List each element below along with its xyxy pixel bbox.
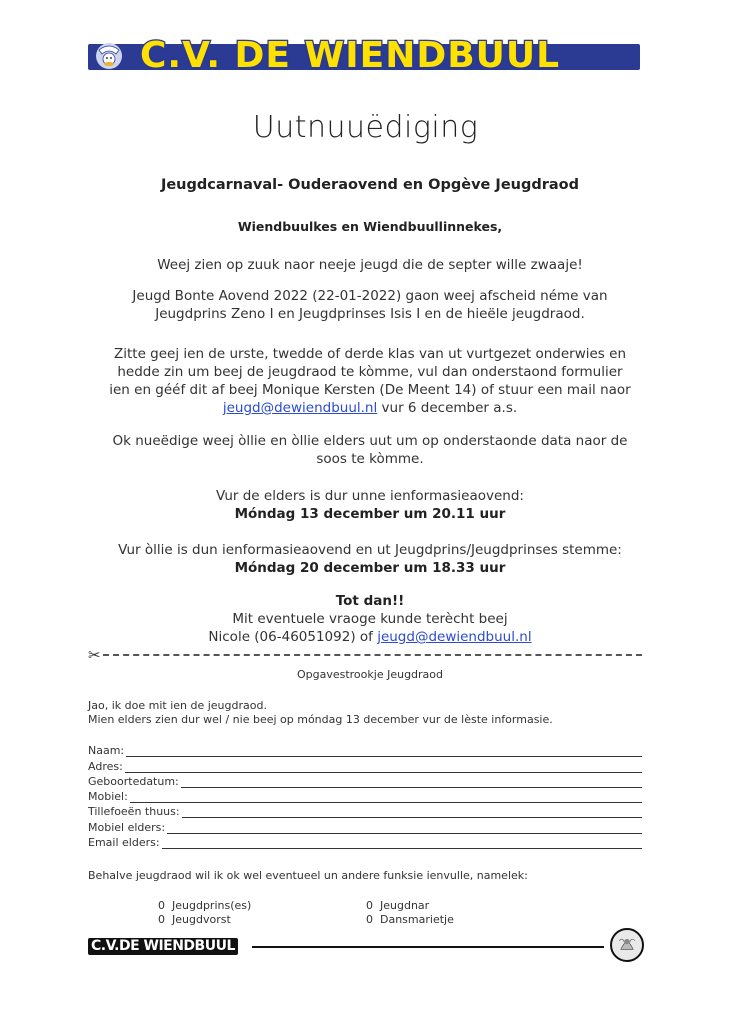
paragraph-contact: [80, 592, 660, 646]
paragraph-line: Ok nueëdige weej òllie en òllie elders uut um op onderstaonde data naor de: [112, 433, 628, 449]
paragraph-parents-evening: [80, 487, 660, 523]
option-jeugdnar[interactable]: [366, 899, 454, 913]
form-title: Opgavestrookje Jeugdraod: [296, 668, 444, 681]
options-left: [158, 899, 251, 927]
mascot-icon: [94, 40, 124, 72]
option-checkbox[interactable]: 0: [366, 913, 373, 926]
field-naam: [88, 742, 642, 757]
option-jeugdvorst[interactable]: [158, 913, 251, 927]
page-title: Uutnuuëdiging: [252, 110, 479, 145]
form-intro-line: Jao, ik doe mit ien de jeugdraod.: [88, 699, 267, 712]
field-email-elders: [88, 834, 642, 849]
dashed-divider: [103, 654, 642, 656]
footer-logo: C.V.DE WIENDBUUL: [88, 938, 238, 955]
option-label: Jeugdvorst: [172, 913, 231, 926]
subtitle: Jeugdcarnaval- Ouderaovend en Opgève Jeugdraod: [160, 177, 580, 193]
email-link[interactable]: jeugd@dewiendbuul.nl: [222, 400, 378, 416]
header-logo-banner: [88, 35, 640, 76]
paragraph-line: Vur de elders is dur unne ienformasieaovend:: [216, 488, 524, 504]
email-elders-input[interactable]: [162, 838, 642, 849]
paragraph-text: vur 6 december a.s.: [377, 400, 518, 416]
form-fields: [88, 742, 642, 849]
logo-text: C.V. DE WIENDBUUL: [140, 35, 561, 76]
mobiel-input[interactable]: [130, 792, 642, 803]
paragraph-line: hedde zin um beej de jeugdraod te kòmme, vul dan onderstaond formulier: [117, 364, 623, 380]
field-label: Email elders:: [88, 836, 160, 850]
paragraph-farewell: [80, 287, 660, 323]
tillefoon-input[interactable]: [182, 807, 642, 818]
contact-text: Nicole (06-46051092) of: [208, 629, 378, 645]
paragraph-invitation: [80, 432, 660, 468]
closing-text: Tot dan!!: [335, 593, 405, 609]
option-checkbox[interactable]: 0: [158, 913, 165, 926]
paragraph-youth-evening: [80, 541, 660, 577]
field-label: Adres:: [88, 759, 123, 773]
paragraph-line: Mit eventuele vraoge kunde terècht beej: [232, 611, 508, 627]
field-label: Tillefoeën thuus:: [88, 805, 180, 819]
mobiel-elders-input[interactable]: [167, 823, 642, 834]
extra-functions-label: Behalve jeugdraod wil ik ok wel eventueel un andere funksie ienvulle, namelek:: [88, 869, 528, 882]
paragraph-text: Weej zien op zuuk naor neeje jeugd die de septer wille zwaaje!: [157, 257, 583, 273]
option-label: Dansmarietje: [380, 913, 454, 926]
geboortedatum-input[interactable]: [181, 777, 642, 788]
paragraph-line: Vur òllie is dun ienformasieaovend en ut Jeugdprins/Jeugdprinses stemme:: [118, 542, 622, 558]
form-intro: [88, 699, 553, 727]
paragraph-line: Zitte geej ien de urste, twedde of derde klas van ut vurtgezet onderwies en: [113, 346, 626, 362]
field-tillefoon-thuus: [88, 803, 642, 818]
paragraph-line: [80, 628, 660, 646]
paragraph-line: soos te kòmme.: [316, 451, 424, 467]
adres-input[interactable]: [125, 762, 642, 773]
paragraph-line: Jeugd Bonte Aovend 2022 (22-01-2022) gaon weej afscheid néme van: [132, 288, 608, 304]
footer: [88, 930, 644, 966]
option-label: Jeugdprins(es): [172, 899, 252, 912]
club-emblem-icon: [610, 928, 644, 962]
greeting: Wiendbuulkes en Wiendbuullinnekes,: [237, 219, 503, 234]
field-mobiel: [88, 788, 642, 803]
cut-line: [88, 648, 642, 662]
paragraph-line: ien en gééf dit af beej Monique Kersten (De Meent 14) of stuur een mail naor: [109, 382, 631, 398]
option-jeugdprins[interactable]: [158, 899, 251, 913]
field-label: Naam:: [88, 744, 125, 758]
event-date-parents: Móndag 13 december um 20.11 uur: [234, 506, 506, 522]
option-label: Jeugdnar: [380, 899, 430, 912]
contact-email-link[interactable]: jeugd@dewiendbuul.nl: [377, 629, 532, 645]
event-date-youth: Móndag 20 december um 18.33 uur: [234, 560, 506, 576]
naam-input[interactable]: [126, 746, 642, 757]
paragraph-line: Jeugdprins Zeno I en Jeugdprinses Isis I en de hieële jeugdraod.: [155, 306, 585, 322]
footer-rule: [252, 946, 604, 948]
form-intro-line: Mien elders zien dur wel / nie beej op móndag 13 december vur de lèste informasie.: [88, 713, 553, 726]
field-label: Geboortedatum:: [88, 774, 179, 788]
scissors-icon: ✂: [88, 646, 101, 664]
option-checkbox[interactable]: 0: [158, 899, 165, 912]
field-label: Mobiel elders:: [88, 820, 166, 834]
option-dansmarietje[interactable]: [366, 913, 454, 927]
option-checkbox[interactable]: 0: [366, 899, 373, 912]
field-adres: [88, 757, 642, 772]
paragraph-intro: [80, 256, 660, 274]
field-mobiel-elders: [88, 818, 642, 833]
field-label: Mobiel:: [88, 790, 128, 804]
options-right: [366, 899, 454, 927]
paragraph-signup: [80, 345, 660, 417]
paragraph-line: [80, 399, 660, 417]
field-geboortedatum: [88, 773, 642, 788]
